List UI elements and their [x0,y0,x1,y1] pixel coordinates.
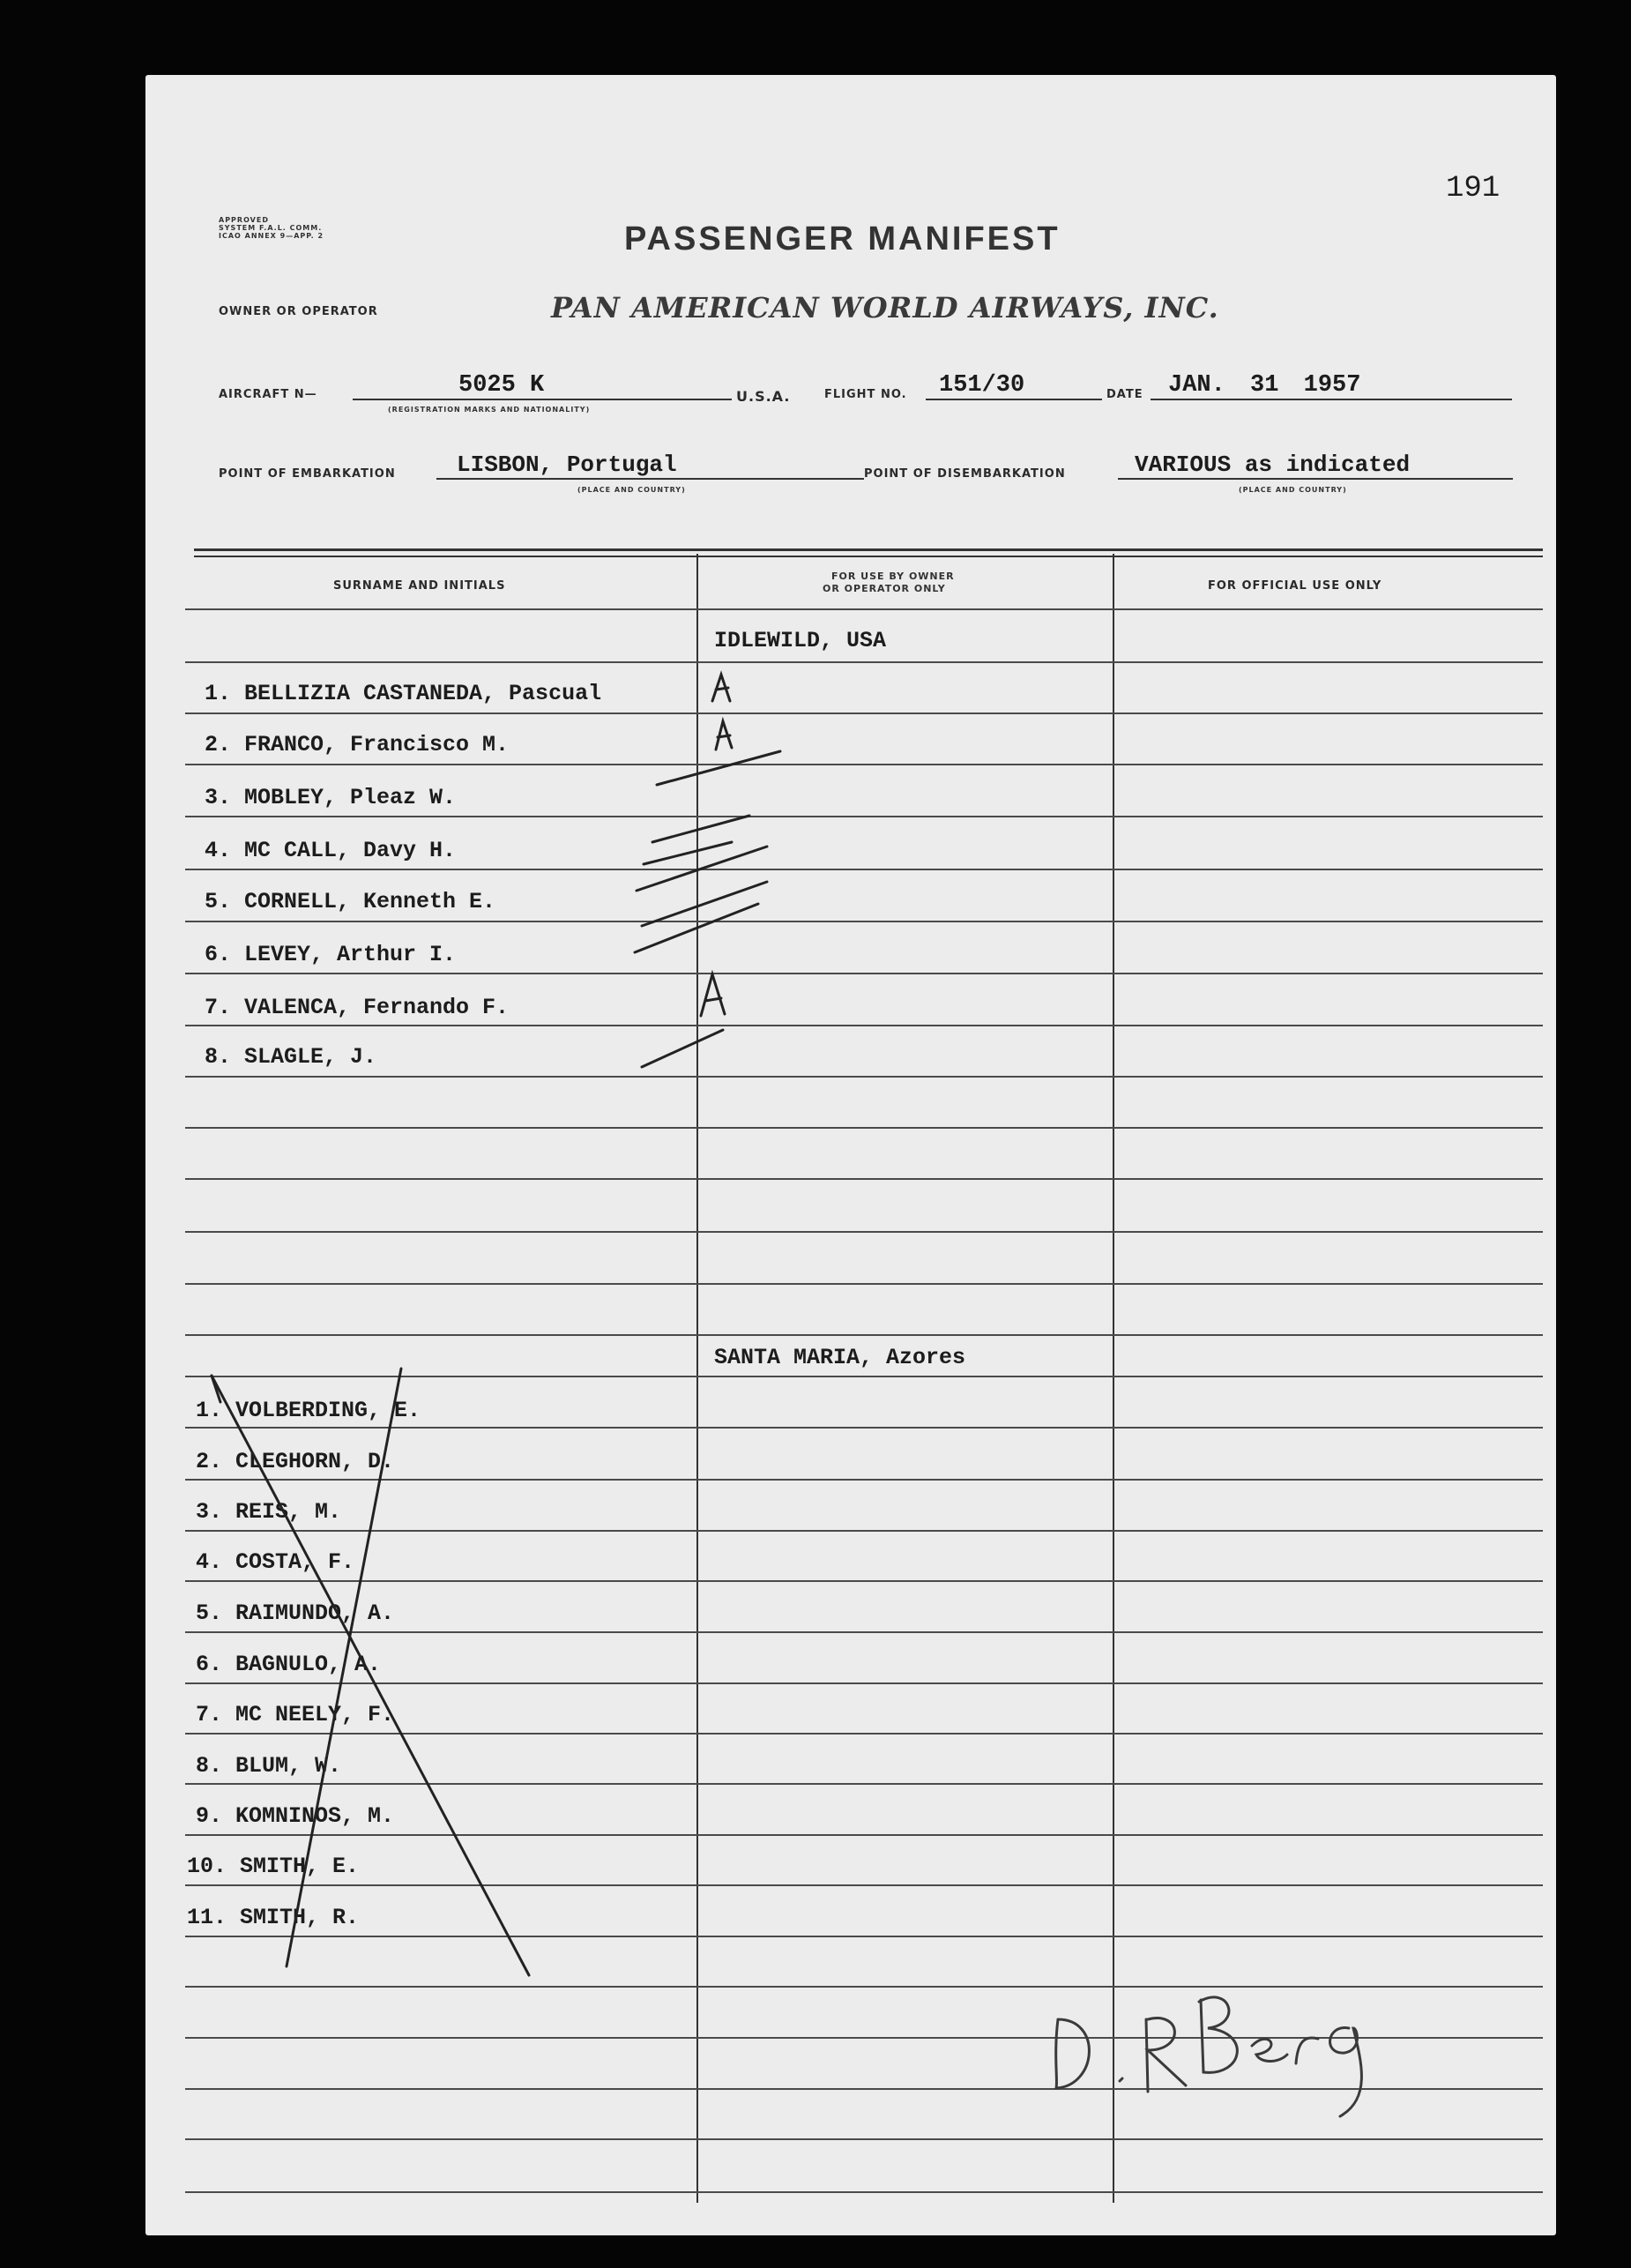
col-header-official: FOR OFFICIAL USE ONLY [1208,579,1382,593]
aircraft-caption: (REGISTRATION MARKS AND NATIONALITY) [388,406,591,414]
passenger-row: 9. KOMNINOS, M. [196,1803,395,1829]
passenger-row: 4. COSTA, F. [196,1549,355,1575]
passenger-row: 7. VALENCA, Fernando F. [205,995,510,1020]
flight-label: FLIGHT NO. [824,388,907,401]
embark-value: LISBON, Portugal [457,451,677,478]
passenger-row: 7. MC NEELY, F. [196,1702,395,1727]
passenger-row: 2. CLEGHORN, D. [196,1449,395,1474]
passenger-row: 6. LEVEY, Arthur I. [205,942,457,967]
disembark-value: VARIOUS as indicated [1135,451,1411,478]
col-header-owner-use: OR OPERATOR ONLY [823,583,946,594]
flight-value: 151/30 [939,372,1025,399]
date-value: JAN. 31 1957 [1168,372,1361,399]
owner-value: PAN AMERICAN WORLD AIRWAYS, INC. [551,291,1219,325]
mark-slash [642,1030,723,1067]
aircraft-label: AIRCRAFT N— [219,388,317,401]
approval-line: ICAO ANNEX 9—APP. 2 [219,232,324,240]
date-label: DATE [1106,388,1143,401]
passenger-row: 5. RAIMUNDO, A. [196,1600,395,1626]
mark-slash [637,847,767,891]
approval-line: APPROVED [219,216,269,224]
mark-slash [642,882,767,926]
embark-caption: (PLACE AND COUNTRY) [577,486,686,494]
page-title: PASSENGER MANIFEST [624,220,1061,257]
aircraft-value: 5025 K [458,372,545,399]
cross-out-lines [212,1369,529,1975]
destination-heading: SANTA MARIA, Azores [714,1345,966,1370]
passenger-row: 10. SMITH, E. [187,1854,360,1879]
mark-a [701,974,725,1016]
mark-slash [635,904,758,952]
mark-a [712,675,730,701]
approval-line: SYSTEM F.A.L. COMM. [219,224,323,232]
passenger-row: 3. REIS, M. [196,1499,342,1525]
passenger-row: 11. SMITH, R. [187,1905,360,1930]
page-number: 191 [1446,172,1501,205]
disembark-label: POINT OF DISEMBARKATION [864,467,1066,481]
passenger-row: 5. CORNELL, Kenneth E. [205,889,496,914]
passenger-row: 2. FRANCO, Francisco M. [205,732,510,757]
owner-label: OWNER OR OPERATOR [219,305,378,318]
passenger-row: 1. BELLIZIA CASTANEDA, Pascual [205,681,602,706]
passenger-row: 1. VOLBERDING, E. [196,1398,421,1423]
passenger-row: 4. MC CALL, Davy H. [205,838,457,863]
mark-slash [657,751,780,785]
col-header-owner-use: FOR USE BY OWNER [831,571,955,582]
embark-label: POINT OF EMBARKATION [219,467,396,481]
passenger-row: 8. BLUM, W. [196,1753,342,1779]
passenger-row: 3. MOBLEY, Pleaz W. [205,785,457,810]
signature [1056,1997,1362,2116]
passenger-row: 6. BAGNULO, A. [196,1652,382,1677]
col-header-surname: SURNAME AND INITIALS [333,579,506,593]
nationality: U.S.A. [736,388,791,405]
disembark-caption: (PLACE AND COUNTRY) [1239,486,1347,494]
destination-heading: IDLEWILD, USA [714,628,887,653]
passenger-row: 8. SLAGLE, J. [205,1044,377,1070]
mark-a [716,721,732,750]
